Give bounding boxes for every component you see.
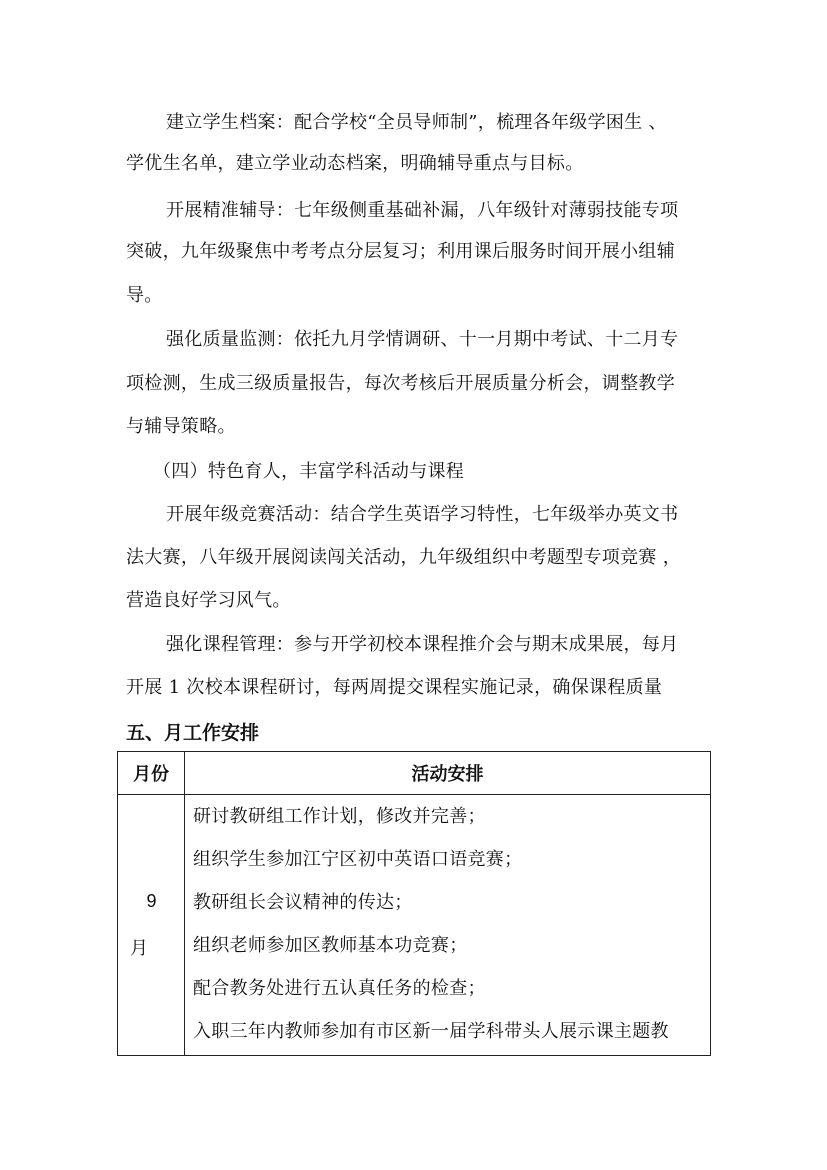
paragraph-line: 导。 [126,285,163,306]
paragraph-line: 学优生名单，建立学业动态档案，明确辅导重点与目标。 [126,153,584,174]
paragraph-line: 开展 1 次校本课程研讨，每两周提交课程实施记录，确保课程质量 [126,677,663,698]
paragraph-line: 建立学生档案：配合学校“全员导师制”，梳理各年级学困生 、 [166,112,667,133]
table-header-row [118,752,711,795]
paragraph-line: 营造良好学习风气。 [126,590,291,611]
paragraph-line: 项检测，生成三级质量报告，每次考核后开展质量分析会，调整教学 [126,373,675,394]
table-row [118,795,711,1056]
activity-item: 组织老师参加区教师基本功竞赛； [193,935,468,956]
paragraph-line: 与辅导策略。 [126,416,236,437]
month-unit: 月 [130,938,148,959]
activity-item: 配合教务处进行五认真任务的检查； [193,978,486,999]
activity-item: 入职三年内教师参加有市区新一届学科带头人展示课主题教 [193,1021,669,1042]
paragraph-line: 强化课程管理：参与开学初校本课程推介会与期末成果展，每月 [166,634,679,655]
paragraph-line: 开展精准辅导：七年级侧重基础补漏，八年级针对薄弱技能专项 [166,200,679,221]
month-number: 9 [146,891,157,911]
month-column-header: 月份 [118,752,185,795]
section-heading: 五、月工作安排 [126,722,260,744]
monthly-plan-table [117,751,711,1056]
subsection-title: （四）特色育人，丰富学科活动与课程 [153,461,465,482]
activity-item: 组织学生参加江宁区初中英语口语竞赛； [193,849,523,870]
activity-item: 研讨教研组工作计划，修改并完善； [193,806,486,827]
activity-item: 教研组长会议精神的传达； [193,892,413,913]
paragraph-line: 法大赛，八年级开展阅读闯关活动，九年级组织中考题型专项竞赛 ， [126,547,682,568]
month-cell [118,795,185,1056]
activity-column-header: 活动安排 [185,752,711,795]
paragraph-line: 开展年级竞赛活动：结合学生英语学习特性，七年级举办英文书 [166,504,679,525]
activity-cell [185,795,711,1056]
paragraph-line: 突破，九年级聚焦中考考点分层复习；利用课后服务时间开展小组辅 [126,241,675,262]
paragraph-line: 强化质量监测：依托九月学情调研、十一月期中考试、十二月专 [166,329,679,350]
